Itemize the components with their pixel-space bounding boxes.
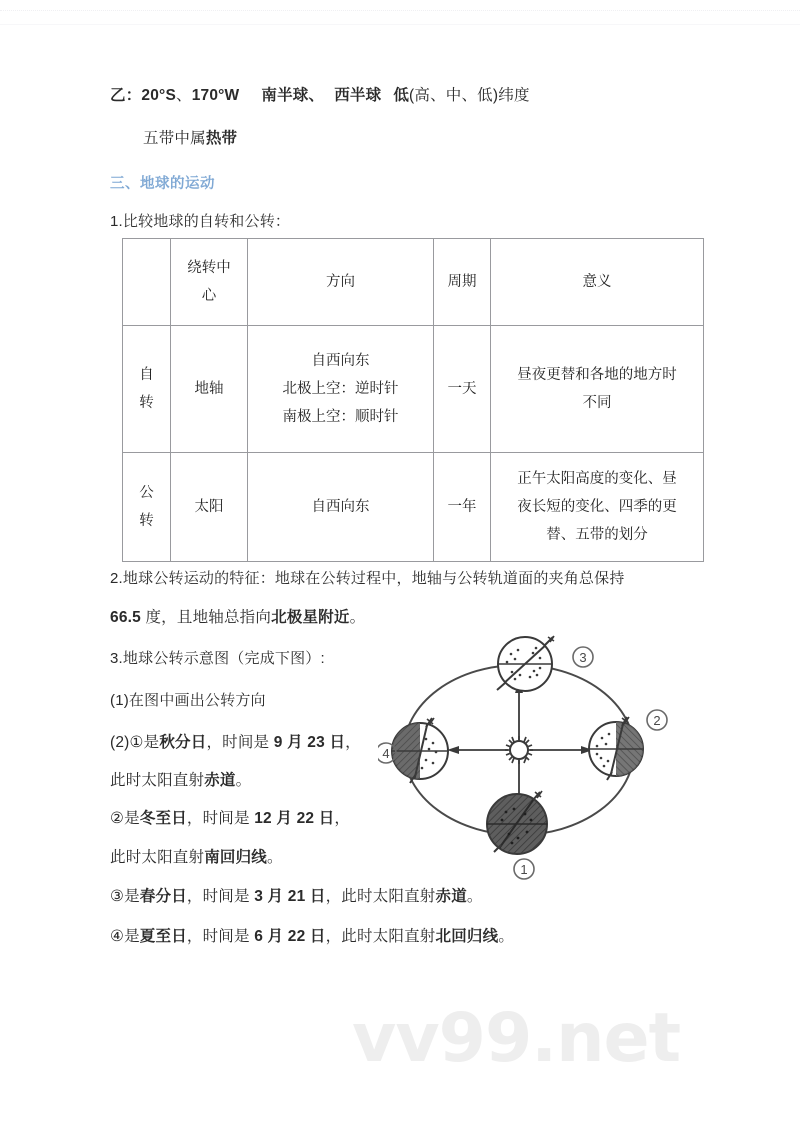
sub4-tail: 。 — [466, 888, 483, 905]
wudai-answer: 热带 — [205, 130, 238, 147]
row-name-rotation — [123, 326, 171, 453]
row-meaning-rotation — [491, 326, 704, 453]
item1-title: 1.比较地球的自转和公转： — [110, 213, 291, 230]
sub4-answer2: 赤道 — [435, 888, 467, 905]
svg-text:1: 1 — [520, 862, 528, 877]
sub4-prefix: ③是 — [110, 888, 140, 905]
header-cell-period: 周期 — [434, 239, 491, 326]
site-watermark: vv99.net — [352, 999, 681, 1078]
answer-latitude-zone-options: (高、中、低)纬度 — [409, 87, 530, 104]
item2-line1: 2.地球公转运动的特征：地球在公转过程中，地轴与公转轨道面的夹角总保持 — [110, 570, 625, 587]
revolution-meaning-line1: 正午太阳高度的变化、昼 — [517, 470, 677, 487]
table-row — [123, 326, 704, 453]
item3-sub2-line1 — [110, 734, 361, 753]
row-name-revolution-line2: 转 — [139, 513, 154, 529]
sub5-answer-term: 夏至日 — [139, 928, 187, 945]
answer-longitude: 170°W — [191, 87, 240, 104]
sub2-comma: ， — [345, 734, 361, 751]
section-heading: 三、地球的运动 — [110, 176, 215, 192]
item2-period: 。 — [349, 609, 366, 626]
answer-label: 乙： — [110, 87, 142, 104]
sub2-answer-term: 秋分日 — [159, 734, 207, 751]
rotation-meaning-line1: 昼夜更替和各地的地方时 — [517, 366, 677, 383]
svg-text:4: 4 — [382, 746, 390, 761]
svg-text:3: 3 — [579, 650, 587, 665]
header-cell-direction: 方向 — [248, 239, 434, 326]
revolution-meaning-line3: 替、五带的划分 — [546, 527, 648, 544]
rotation-meaning-line2: 不同 — [582, 395, 612, 411]
sub2-date: 9 月 23 日 — [273, 734, 346, 751]
item3-sub1: (1)在图中画出公转方向 — [110, 692, 266, 709]
row-name-revolution-line1: 公 — [139, 484, 154, 501]
sub3-line2-period: 。 — [267, 849, 283, 866]
item3-sub2-line2 — [110, 772, 251, 791]
sub2-mid: ，时间是 — [206, 734, 274, 751]
table-header-row — [123, 239, 704, 326]
comparison-table — [122, 238, 704, 562]
table-row — [123, 453, 704, 562]
rotation-direction-line1: 自西向东 — [311, 352, 370, 369]
item3-sub5 — [110, 928, 514, 947]
sub3-answer-term: 冬至日 — [139, 810, 187, 827]
globe-label-3 — [573, 647, 593, 667]
sub4-mid: ，时间是 — [186, 888, 255, 905]
earth-revolution-diagram — [378, 628, 678, 880]
answer-hemisphere-ew: 西半球 — [334, 87, 382, 104]
header-cell-blank — [123, 239, 171, 326]
revolution-meaning-line2: 夜长短的变化、四季的更 — [517, 498, 677, 515]
row-meaning-revolution — [491, 453, 704, 562]
item2-middle-text: 度，且地轴总指向 — [140, 609, 272, 626]
sub3-line2-prefix: 此时太阳直射 — [110, 849, 205, 866]
item3-sub3-line1 — [110, 810, 350, 829]
row-direction-revolution: 自西向东 — [248, 453, 434, 562]
sub5-answer2: 北回归线 — [435, 928, 499, 945]
header-cell-center — [171, 239, 248, 326]
wudai-prefix: 五带中属 — [143, 130, 206, 147]
answer-hemisphere-ns: 南半球、 — [261, 87, 325, 104]
header-center-line2: 心 — [201, 288, 217, 304]
row-period-rotation: 一天 — [434, 326, 491, 453]
globe-label-1 — [514, 859, 534, 879]
answer-latitude: 20°S — [141, 87, 176, 104]
sub4-answer-term: 春分日 — [139, 888, 187, 905]
item2-line2 — [110, 609, 365, 628]
sub2-line2-answer: 赤道 — [204, 772, 236, 789]
sub2-line2-period: 。 — [235, 772, 252, 789]
sub3-date: 12 月 22 日 — [254, 810, 335, 827]
row-center-revolution: 太阳 — [171, 453, 248, 562]
globe-position-2 — [588, 717, 648, 780]
row-name-revolution — [123, 453, 171, 562]
globe-position-1 — [486, 791, 548, 854]
item3-title: 3.地球公转示意图（完成下图）: — [110, 650, 325, 667]
item3-sub3-line2 — [110, 849, 283, 868]
globe-label-2 — [647, 710, 667, 730]
item2-answer: 北极星附近 — [271, 609, 350, 626]
row-name-rotation-line2: 转 — [139, 395, 154, 411]
row-name-rotation-line1: 自 — [139, 366, 154, 383]
item3-sub4 — [110, 888, 483, 907]
row-period-revolution: 一年 — [434, 453, 491, 562]
answer-separator: 、 — [175, 87, 192, 104]
rotation-direction-line3: 南极上空：顺时针 — [282, 409, 399, 426]
row-center-rotation: 地轴 — [171, 326, 248, 453]
sub5-date: 6 月 22 日 — [254, 928, 326, 945]
sub3-comma: ， — [334, 810, 351, 827]
sub4-end: ，此时太阳直射 — [325, 888, 436, 905]
sub4-date: 3 月 21 日 — [254, 888, 326, 905]
answer-line-wudai — [143, 130, 237, 149]
svg-text:2: 2 — [653, 713, 661, 728]
rotation-direction-line2: 北极上空：逆时针 — [282, 380, 399, 397]
sub3-line2-answer: 南回归线 — [204, 849, 268, 866]
row-direction-rotation — [248, 326, 434, 453]
answer-line-yi — [110, 87, 530, 106]
header-center-line1: 绕转中 — [187, 259, 231, 276]
header-cell-meaning: 意义 — [491, 239, 704, 326]
sun-icon — [505, 736, 533, 764]
sub3-prefix: ②是 — [110, 810, 140, 827]
sub3-mid: ，时间是 — [186, 810, 255, 827]
answer-latitude-zone: 低 — [393, 87, 410, 104]
sub2-prefix: (2)①是 — [110, 734, 160, 751]
sub5-end: ，此时太阳直射 — [325, 928, 436, 945]
sub5-tail: 。 — [498, 928, 515, 945]
sub2-line2-prefix: 此时太阳直射 — [110, 772, 205, 789]
sub5-prefix: ④是 — [110, 928, 140, 945]
globe-position-3 — [497, 636, 554, 691]
sub5-mid: ，时间是 — [186, 928, 255, 945]
item2-angle-value: 66.5 — [110, 609, 141, 626]
